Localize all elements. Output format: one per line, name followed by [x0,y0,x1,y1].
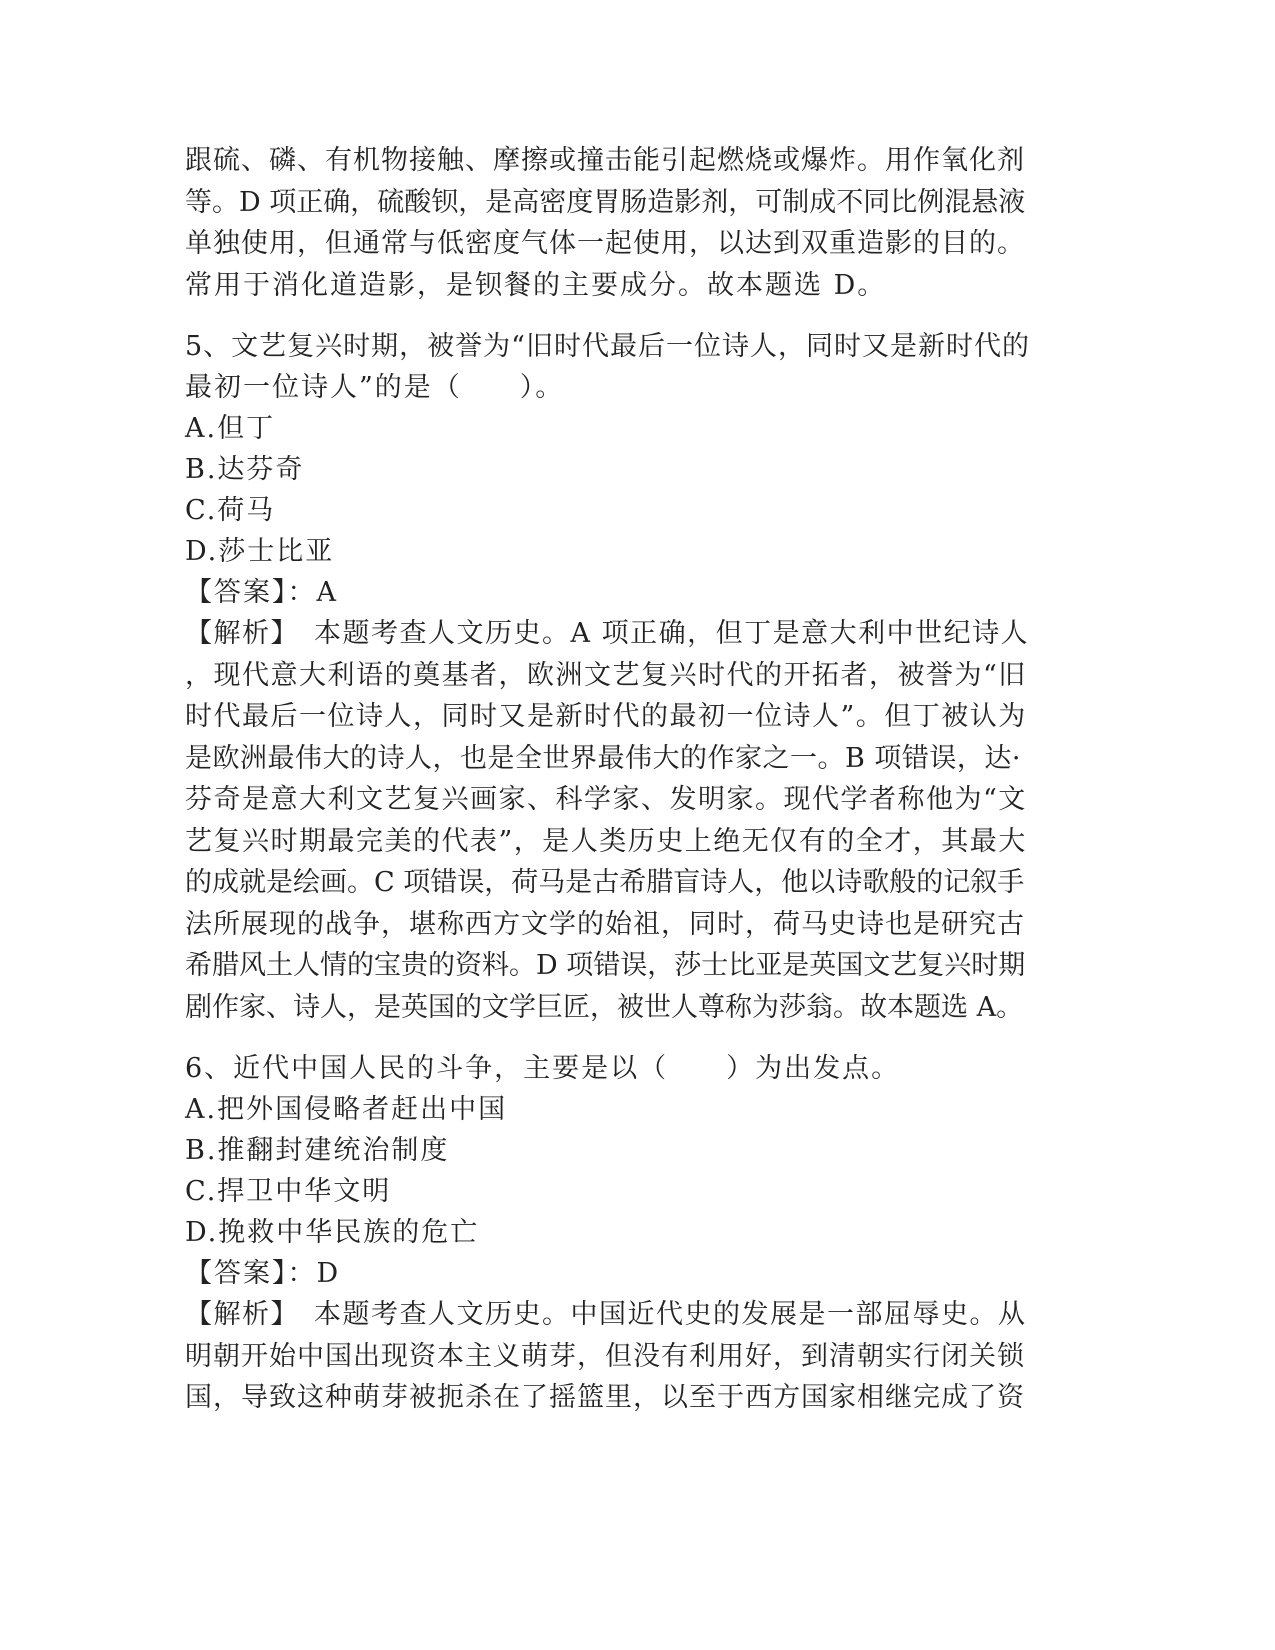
q6-option-a: A.把外国侵略者赶出中国 [185,1094,508,1125]
prev-explanation-line: 等。D 项正确，硫酸钡，是高密度胃肠造影剂，可制成不同比例混悬液 [185,187,1026,218]
q6-option-c: C.捍卫中华文明 [185,1176,392,1207]
q6-option-d: D.挽救中华民族的危亡 [185,1217,480,1248]
q6-answer: 【答案】：D [185,1258,341,1289]
q5-explanation-line: 法所展现的战争，堪称西方文学的始祖，同时，荷马史诗也是研究古 [185,909,1025,940]
q5-option-c: C.荷马 [185,495,276,526]
q6-option-b: B.推翻封建统治制度 [185,1135,450,1166]
q5-option-a: A.但丁 [185,413,276,444]
q5-explanation-line: 艺复兴时期最完美的代表”，是人类历史上绝无仅有的全才，其最大 [185,826,1027,857]
q6-explanation-line: 国，导致这种萌芽被扼杀在了摇篮里，以至于西方国家相继完成了资 [185,1382,1025,1413]
q5-explanation-line: ，现代意大利语的奠基者，欧洲文艺复兴时代的开拓者，被誉为“旧 [185,660,1027,691]
q5-explanation-line: 【解析】 本题考查人文历史。A 项正确，但丁是意大利中世纪诗人 [185,618,1030,649]
prev-explanation-line: 跟硫、磷、有机物接触、摩擦或撞击能引起燃烧或爆炸。用作氧化剂 [185,145,1025,176]
q5-option-d: D.莎士比亚 [185,536,335,567]
q5-stem-line: 最初一位诗人”的是（ ）。 [185,372,565,403]
q5-explanation-line: 剧作家、诗人，是英国的文学巨匠，被世人尊称为莎翁。故本题选 A。 [185,992,1024,1023]
q6-explanation-line: 明朝开始中国出现资本主义萌芽，但没有利用好，到清朝实行闭关锁 [185,1341,1025,1372]
q5-explanation-line: 希腊风土人情的宝贵的资料。D 项错误，莎士比亚是英国文艺复兴时期 [185,950,1026,981]
q5-stem-line: 5、文艺复兴时期，被誉为“旧时代最后一位诗人，同时又是新时代的 [185,331,1030,362]
q5-explanation-line: 的成就是绘画。C 项错误，荷马是古希腊盲诗人，他以诗歌般的记叙手 [185,867,1025,898]
q6-explanation-line: 【解析】 本题考查人文历史。中国近代史的发展是一部屈辱史。从 [185,1299,1027,1330]
q5-explanation-line: 是欧洲最伟大的诗人，也是全世界最伟大的作家之一。B 项错误，达· [185,743,1022,774]
q5-explanation-line: 芬奇是意大利文艺复兴画家、科学家、发明家。现代学者称他为“文 [185,784,1027,815]
q6-stem-line: 6、近代中国人民的斗争，主要是以（ ）为出发点。 [185,1053,901,1084]
prev-explanation-line: 单独使用，但通常与低密度气体一起使用，以达到双重造影的目的。 [185,228,1025,259]
prev-explanation-line: 常用于消化道造影，是钡餐的主要成分。故本题选 D。 [185,270,887,301]
q5-option-b: B.达芬奇 [185,454,305,485]
q5-explanation-line: 时代最后一位诗人，同时又是新时代的最初一位诗人”。但丁被认为 [185,701,1027,732]
q5-answer: 【答案】：A [185,577,338,608]
